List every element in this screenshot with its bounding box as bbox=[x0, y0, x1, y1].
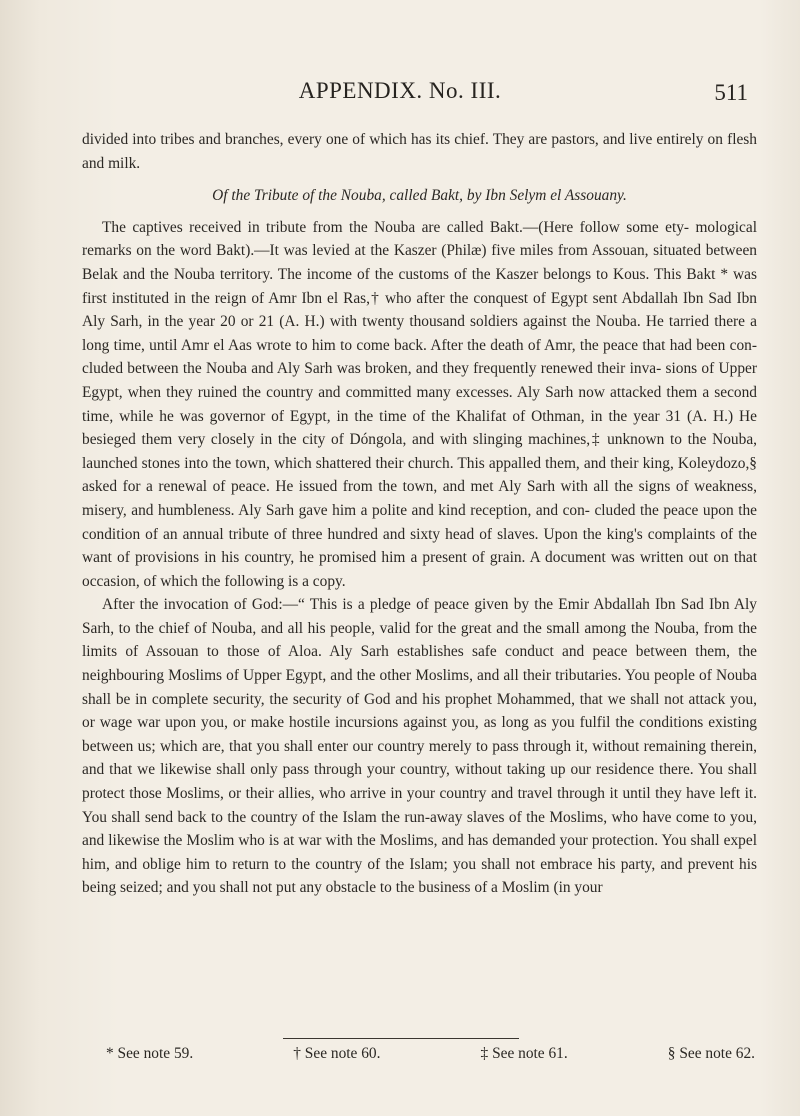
footnote-divider bbox=[283, 1038, 519, 1039]
paragraph-1: divided into tribes and branches, every one of which has its chief. They are pastors, and live entirely on flesh and milk. bbox=[82, 131, 757, 172]
footnote-60: † See note 60. bbox=[293, 1045, 381, 1062]
section-title: Of the Tribute of the Nouba, called Bakt, by Ibn Selym el Assouany. bbox=[212, 187, 627, 205]
footnote-62: § See note 62. bbox=[667, 1045, 755, 1062]
running-head: APPENDIX. No. III. bbox=[298, 78, 502, 103]
page-header bbox=[0, 78, 800, 118]
body-text bbox=[82, 128, 757, 900]
paragraph-2: The captives received in tribute from the Nouba are called Bakt.—(Here follow some ety- mological remarks on the word Bakt).—It was levied at the Kaszer (Philæ) five miles from Assouan, situated between Belak and the Nouba territory. The income of the customs of the Kaszer belongs to Kous. This Bakt * was first instituted in the reign of Amr Ibn el Ras,† who after the conquest of Egypt sent Abdallah Ibn Sad Ibn Aly Sarh, in the year 20 or 21 (A. H.) with twenty thousand soldiers against the Nouba. He tarried there a long time, until Amr el Aas wrote to him to come back. After the death of Amr, the peace that had been con- cluded between the Nouba and Aly Sarh was broken, and they frequently renewed their inva- sions of Upper Egypt, when they ruined the country and committed many excesses. Aly Sarh now attacked them a second time, while he was governor of Egypt, in the time of the Khalifat of Othman, in the year 31 (A. H.) He besieged them very closely in the city of Dóngola, and with slinging machines,‡ unknown to the Nouba, launched stones into the town, which shattered their church. This appalled them, and their king, Koleydozo,§ asked for a renewal of peace. He issued from the town, and met Aly Sarh with all the signs of weakness, misery, and humbleness. Aly Sarh gave him a polite and kind reception, and con- cluded the peace upon the condition of an annual tribute of three hundred and sixty head of slaves. Upon the king's complaints of the want of provisions in his country, he promised him a present of grain. A document was written out on that occasion, of which the following is a copy. bbox=[82, 218, 757, 590]
paragraph-3: After the invocation of God:—“ This is a pledge of peace given by the Emir Abdallah Ibn Sad Ibn Aly Sarh, to the chief of Nouba, and all his people, valid for the great and the small among the Nouba, from the limits of Assouan to those of Aloa. Aly Sarh establishes safe conduct and peace between them, the neighbouring Moslims of Upper Egypt, and the other Moslims, and all their tributaries. You people of Nouba shall be in complete security, the security of God and his prophet Mohammed, that we shall not attack you, or wage war upon you, or make hostile incursions against you, as long as you fulfil the conditions existing between us; which are, that you shall enter our country merely to pass through it, without remaining therein, and that we likewise shall only pass through your country, without taking up our residence there. You shall protect those Moslims, or their allies, who arrive in your country and travel through it until they have left it. You shall send back to the country of the Islam the run-away slaves of the Moslims, who have come to you, and likewise the Moslim who is at war with the Moslims, and has demanded your protection. You shall expel him, and oblige him to return to the country of the Islam; you shall not embrace his party, and prevent his being seized; and you shall not put any obstacle to the business of a Moslim (in your bbox=[82, 596, 757, 897]
page-number: 511 bbox=[714, 80, 748, 105]
footnotes bbox=[82, 1045, 757, 1063]
footnote-61: ‡ See note 61. bbox=[480, 1045, 568, 1062]
footnote-59: * See note 59. bbox=[106, 1045, 194, 1062]
